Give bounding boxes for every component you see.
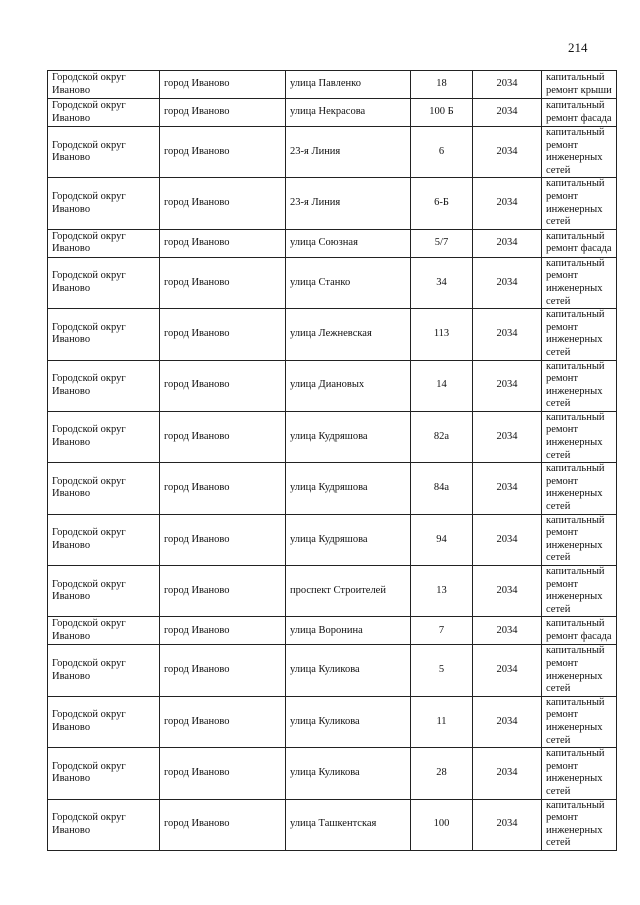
city-cell: город Иваново bbox=[160, 463, 286, 514]
table-row bbox=[48, 566, 617, 617]
work-type-cell: капитальный ремонт инженерных сетей bbox=[542, 514, 617, 565]
city-cell: город Иваново bbox=[160, 748, 286, 799]
table-row bbox=[48, 178, 617, 229]
year-cell: 2034 bbox=[473, 229, 542, 257]
year-cell: 2034 bbox=[473, 411, 542, 462]
work-type-cell: капитальный ремонт инженерных сетей bbox=[542, 360, 617, 411]
work-type-cell: капитальный ремонт инженерных сетей bbox=[542, 309, 617, 360]
house-number-cell: 5 bbox=[411, 645, 473, 696]
work-type-cell: капитальный ремонт инженерных сетей bbox=[542, 566, 617, 617]
okrug-cell: Городской округ Иваново bbox=[48, 99, 160, 127]
city-cell: город Иваново bbox=[160, 617, 286, 645]
table-row bbox=[48, 748, 617, 799]
city-cell: город Иваново bbox=[160, 514, 286, 565]
house-number-cell: 82а bbox=[411, 411, 473, 462]
city-cell: город Иваново bbox=[160, 645, 286, 696]
work-type-cell: капитальный ремонт инженерных сетей bbox=[542, 178, 617, 229]
year-cell: 2034 bbox=[473, 617, 542, 645]
table-row bbox=[48, 696, 617, 747]
street-cell: улица Некрасова bbox=[286, 99, 411, 127]
table-row bbox=[48, 617, 617, 645]
table-row bbox=[48, 71, 617, 99]
okrug-cell: Городской округ Иваново bbox=[48, 257, 160, 308]
street-cell: улица Кудряшова bbox=[286, 411, 411, 462]
city-cell: город Иваново bbox=[160, 99, 286, 127]
city-cell: город Иваново bbox=[160, 178, 286, 229]
city-cell: город Иваново bbox=[160, 696, 286, 747]
house-number-cell: 5/7 bbox=[411, 229, 473, 257]
okrug-cell: Городской округ Иваново bbox=[48, 514, 160, 565]
year-cell: 2034 bbox=[473, 257, 542, 308]
work-type-cell: капитальный ремонт фасада bbox=[542, 617, 617, 645]
street-cell: улица Диановых bbox=[286, 360, 411, 411]
okrug-cell: Городской округ Иваново bbox=[48, 645, 160, 696]
year-cell: 2034 bbox=[473, 309, 542, 360]
house-number-cell: 18 bbox=[411, 71, 473, 99]
okrug-cell: Городской округ Иваново bbox=[48, 309, 160, 360]
house-number-cell: 100 Б bbox=[411, 99, 473, 127]
house-number-cell: 7 bbox=[411, 617, 473, 645]
year-cell: 2034 bbox=[473, 566, 542, 617]
okrug-cell: Городской округ Иваново bbox=[48, 127, 160, 178]
table-row bbox=[48, 799, 617, 850]
year-cell: 2034 bbox=[473, 514, 542, 565]
table-row bbox=[48, 309, 617, 360]
work-type-cell: капитальный ремонт инженерных сетей bbox=[542, 696, 617, 747]
year-cell: 2034 bbox=[473, 645, 542, 696]
street-cell: улица Куликова bbox=[286, 645, 411, 696]
house-number-cell: 6 bbox=[411, 127, 473, 178]
okrug-cell: Городской округ Иваново bbox=[48, 617, 160, 645]
street-cell: улица Кудряшова bbox=[286, 514, 411, 565]
table-row bbox=[48, 514, 617, 565]
work-type-cell: капитальный ремонт фасада bbox=[542, 229, 617, 257]
street-cell: 23-я Линия bbox=[286, 178, 411, 229]
street-cell: улица Куликова bbox=[286, 696, 411, 747]
okrug-cell: Городской округ Иваново bbox=[48, 748, 160, 799]
okrug-cell: Городской округ Иваново bbox=[48, 566, 160, 617]
year-cell: 2034 bbox=[473, 178, 542, 229]
year-cell: 2034 bbox=[473, 748, 542, 799]
work-type-cell: капитальный ремонт инженерных сетей bbox=[542, 127, 617, 178]
house-number-cell: 84а bbox=[411, 463, 473, 514]
house-number-cell: 34 bbox=[411, 257, 473, 308]
house-number-cell: 11 bbox=[411, 696, 473, 747]
table-body bbox=[48, 71, 617, 851]
okrug-cell: Городской округ Иваново bbox=[48, 71, 160, 99]
house-number-cell: 28 bbox=[411, 748, 473, 799]
house-number-cell: 113 bbox=[411, 309, 473, 360]
street-cell: проспект Строителей bbox=[286, 566, 411, 617]
house-number-cell: 13 bbox=[411, 566, 473, 617]
okrug-cell: Городской округ Иваново bbox=[48, 696, 160, 747]
repair-schedule-table bbox=[47, 70, 617, 851]
work-type-cell: капитальный ремонт инженерных сетей bbox=[542, 411, 617, 462]
work-type-cell: капитальный ремонт инженерных сетей bbox=[542, 748, 617, 799]
year-cell: 2034 bbox=[473, 696, 542, 747]
table-row bbox=[48, 229, 617, 257]
work-type-cell: капитальный ремонт инженерных сетей bbox=[542, 257, 617, 308]
street-cell: улица Ташкентская bbox=[286, 799, 411, 850]
okrug-cell: Городской округ Иваново bbox=[48, 411, 160, 462]
street-cell: улица Воронина bbox=[286, 617, 411, 645]
street-cell: улица Куликова bbox=[286, 748, 411, 799]
table-row bbox=[48, 411, 617, 462]
street-cell: улица Союзная bbox=[286, 229, 411, 257]
city-cell: город Иваново bbox=[160, 799, 286, 850]
okrug-cell: Городской округ Иваново bbox=[48, 463, 160, 514]
okrug-cell: Городской округ Иваново bbox=[48, 799, 160, 850]
house-number-cell: 94 bbox=[411, 514, 473, 565]
street-cell: улица Кудряшова bbox=[286, 463, 411, 514]
year-cell: 2034 bbox=[473, 360, 542, 411]
house-number-cell: 100 bbox=[411, 799, 473, 850]
okrug-cell: Городской округ Иваново bbox=[48, 229, 160, 257]
house-number-cell: 6-Б bbox=[411, 178, 473, 229]
street-cell: 23-я Линия bbox=[286, 127, 411, 178]
city-cell: город Иваново bbox=[160, 127, 286, 178]
street-cell: улица Павленко bbox=[286, 71, 411, 99]
work-type-cell: капитальный ремонт инженерных сетей bbox=[542, 463, 617, 514]
year-cell: 2034 bbox=[473, 99, 542, 127]
page-number: 214 bbox=[568, 40, 588, 55]
city-cell: город Иваново bbox=[160, 566, 286, 617]
year-cell: 2034 bbox=[473, 127, 542, 178]
table-row bbox=[48, 645, 617, 696]
city-cell: город Иваново bbox=[160, 360, 286, 411]
year-cell: 2034 bbox=[473, 799, 542, 850]
city-cell: город Иваново bbox=[160, 71, 286, 99]
table-row bbox=[48, 99, 617, 127]
city-cell: город Иваново bbox=[160, 229, 286, 257]
year-cell: 2034 bbox=[473, 71, 542, 99]
work-type-cell: капитальный ремонт инженерных сетей bbox=[542, 645, 617, 696]
house-number-cell: 14 bbox=[411, 360, 473, 411]
table-row bbox=[48, 360, 617, 411]
street-cell: улица Станко bbox=[286, 257, 411, 308]
table-row bbox=[48, 257, 617, 308]
table-row bbox=[48, 127, 617, 178]
street-cell: улица Лежневская bbox=[286, 309, 411, 360]
year-cell: 2034 bbox=[473, 463, 542, 514]
work-type-cell: капитальный ремонт фасада bbox=[542, 99, 617, 127]
okrug-cell: Городской округ Иваново bbox=[48, 360, 160, 411]
table-row bbox=[48, 463, 617, 514]
city-cell: город Иваново bbox=[160, 309, 286, 360]
work-type-cell: капитальный ремонт крыши bbox=[542, 71, 617, 99]
city-cell: город Иваново bbox=[160, 257, 286, 308]
okrug-cell: Городской округ Иваново bbox=[48, 178, 160, 229]
work-type-cell: капитальный ремонт инженерных сетей bbox=[542, 799, 617, 850]
city-cell: город Иваново bbox=[160, 411, 286, 462]
